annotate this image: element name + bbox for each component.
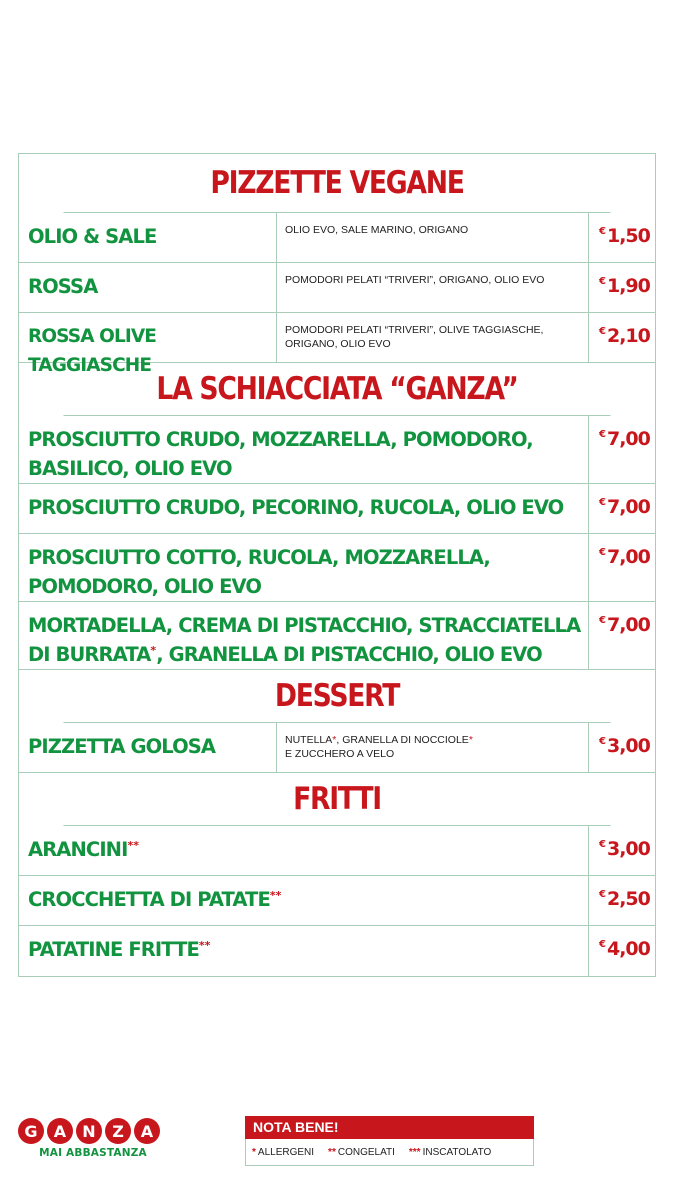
item-description: OLIO EVO, SALE MARINO, ORIGANO [277, 213, 589, 262]
item-price: €7,00 [599, 496, 650, 518]
menu-item-schiacciata-4 [19, 602, 655, 670]
item-description: POMODORI PELATI “TRIVERI”, ORIGANO, OLIO EVO [277, 263, 589, 312]
item-name: OLIO & SALE [19, 213, 277, 262]
item-name: CROCCHETTA DI PATATE** [19, 876, 589, 925]
menu-table [18, 153, 656, 977]
menu-item-arancini [19, 826, 655, 876]
menu-item-crocchetta [19, 876, 655, 926]
section-title-schiacciata: LA SCHIACCIATA “GANZA” [64, 363, 611, 416]
item-name: MORTADELLA, CREMA DI PISTACCHIO, STRACCIATELLA DI BURRATA*, GRANELLA DI PISTACCHIO, OLIO EVO [19, 602, 589, 669]
item-name: ROSSA OLIVE TAGGIASCHE [19, 313, 277, 362]
section-title-pizzette-vegane: PIZZETTE VEGANE [64, 154, 611, 213]
item-name: PIZZETTA GOLOSA [19, 723, 277, 772]
section-title-fritti: FRITTI [64, 773, 611, 826]
logo-letters [18, 1118, 170, 1144]
menu-item-olio-sale [19, 213, 655, 263]
item-name: PROSCIUTTO CRUDO, MOZZARELLA, POMODORO, BASILICO, OLIO EVO [19, 416, 589, 483]
logo-letter: A [47, 1118, 73, 1144]
legend-inscatolato: *** INSCATOLATO [408, 1146, 492, 1158]
logo-letter: N [76, 1118, 102, 1144]
logo-letter: G [18, 1118, 44, 1144]
menu-item-rossa-olive [19, 313, 655, 376]
item-name: ROSSA [19, 263, 277, 312]
section-title-dessert: DESSERT [64, 670, 611, 723]
item-name: PROSCIUTTO COTTO, RUCOLA, MOZZARELLA, POMODORO, OLIO EVO [19, 534, 589, 601]
item-price: €1,50 [599, 225, 650, 247]
item-price: €7,00 [599, 546, 650, 568]
menu-item-schiacciata-1 [19, 416, 655, 484]
item-price: €2,50 [599, 888, 650, 910]
item-price: €2,10 [599, 325, 650, 347]
logo-letter: A [134, 1118, 160, 1144]
item-price: €7,00 [599, 428, 650, 450]
item-description: POMODORI PELATI “TRIVERI”, OLIVE TAGGIASCHE, ORIGANO, OLIO EVO [277, 313, 589, 362]
item-name: PATATINE FRITTE** [19, 926, 589, 976]
logo-tagline: MAI ABBASTANZA [39, 1147, 147, 1159]
legend-row [245, 1139, 534, 1166]
ganza-logo [18, 1118, 170, 1159]
item-name: ARANCINI** [19, 826, 589, 875]
item-price: €1,90 [599, 275, 650, 297]
nota-bene-legend [245, 1116, 534, 1166]
item-price: €3,00 [599, 838, 650, 860]
menu-item-pizzetta-golosa [19, 723, 655, 773]
item-description: NUTELLA*, GRANELLA DI NOCCIOLE* E ZUCCHERO A VELO [277, 723, 589, 772]
item-price: €4,00 [599, 938, 650, 960]
item-price: €7,00 [599, 614, 650, 636]
logo-letter: Z [105, 1118, 131, 1144]
legend-congelati: ** CONGELATI [328, 1146, 395, 1158]
menu-item-rossa [19, 263, 655, 313]
menu-item-schiacciata-2 [19, 484, 655, 534]
item-price: €3,00 [599, 735, 650, 757]
item-name: PROSCIUTTO CRUDO, PECORINO, RUCOLA, OLIO EVO [19, 484, 589, 533]
menu-item-patatine [19, 926, 655, 976]
legend-allergeni: * ALLERGENI [252, 1146, 315, 1158]
nota-bene-title: NOTA BENE! [245, 1116, 534, 1139]
menu-item-schiacciata-3 [19, 534, 655, 602]
